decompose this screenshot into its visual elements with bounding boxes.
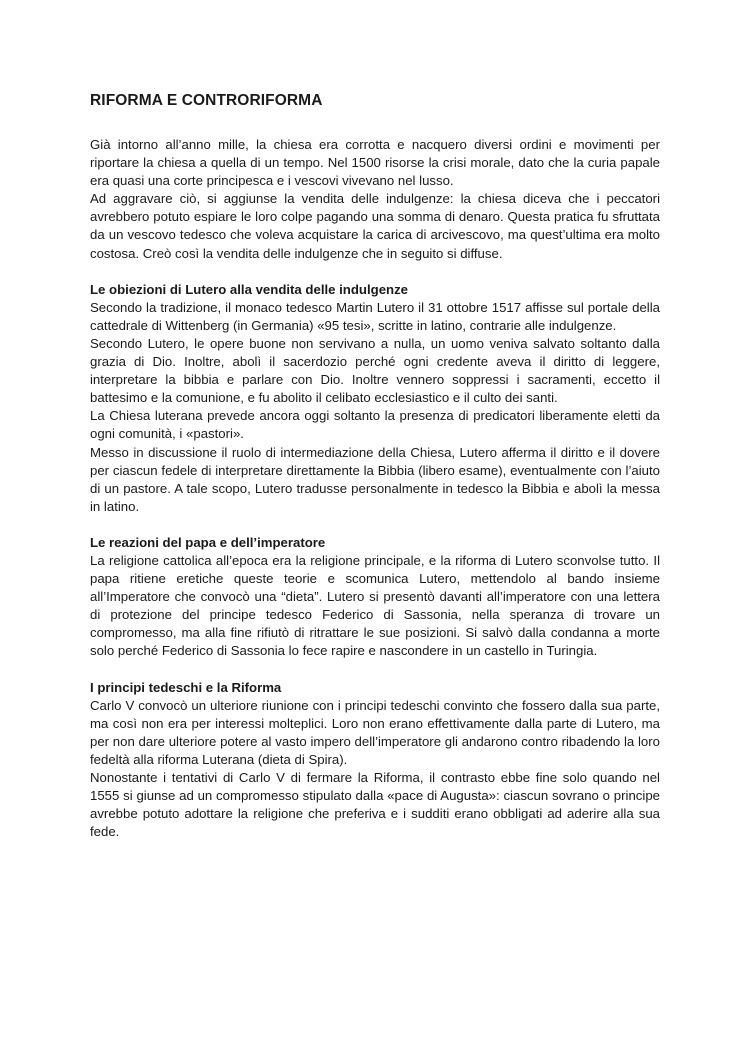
paragraph: Ad aggravare ciò, si aggiunse la vendita delle indulgenze: la chiesa diceva che i peccatori avrebbero potuto espiare le loro colpe pagando una somma di denaro. Questa pratica fu sfruttata da un vescovo tedesco che voleva acquistare la carica di arcivescovo, ma quest’ultima era molto costosa. Creò così la vendita delle indulgenze che in seguito si diffuse. xyxy=(90,191,660,261)
paragraph: Nonostante i tentativi di Carlo V di fermare la Riforma, il contrasto ebbe fine solo quando nel 1555 si giunse ad un compromesso stipulato dalla «pace di Augusta»: ciascun sovrano o principe avrebbe potuto adottare la religione che preferiva e i sudditi erano obbligati ad aderire alla sua fede. xyxy=(90,770,660,840)
intro-section xyxy=(90,136,660,263)
section-reazioni-papa xyxy=(90,534,660,661)
paragraph: Messo in discussione il ruolo di intermediazione della Chiesa, Lutero afferma il diritto e il dovere per ciascun fedele di interpretare direttamente la Bibbia (libero esame), eventualmente con l’aiuto di un pastore. A tale scopo, Lutero tradusse personalmente in tedesco la Bibbia e abolì la messa in latino. xyxy=(90,444,660,514)
paragraph: Carlo V convocò un ulteriore riunione con i principi tedeschi convinto che fossero dalla sua parte, ma così non era per interessi molteplici. Loro non erano effettivamente dalla parte di Lutero, ma per non dare ulteriore potere al vasto impero dell’imperatore gli andarono contro ribadendo la loro fedeltà alla riforma Luterana (dieta di Spira). xyxy=(90,697,660,767)
section-obiezioni-lutero xyxy=(90,281,660,516)
paragraph: Secondo Lutero, le opere buone non servivano a nulla, un uomo veniva salvato soltanto dalla grazia di Dio. Inoltre, abolì il sacerdozio perché ogni credente aveva il diritto di leggere, interpretare la bibbia e parlare con Dio. Inoltre vennero soppressi i sacramenti, eccetto il battesimo e la comunione, e fu abolito il celibato ecclesiastico e il culto dei santi. xyxy=(90,335,660,406)
section-heading: Le obiezioni di Lutero alla vendita delle indulgenze xyxy=(90,281,409,297)
paragraph: La religione cattolica all’epoca era la religione principale, e la riforma di Lutero sconvolse tutto. Il papa ritiene eretiche queste teorie e scomunica Lutero, mettendolo al bando insieme all’Imperatore che convocò una “dieta”. Lutero si presentò davanti all’imperatore con una lettera di protezione del principe tedesco Federico di Sassonia, nella speranza di trovare un compromesso, ma alla fine rifiutò di ritrattare le sue posizioni. Si salvò dalla condanna a morte solo perché Federico di Sassonia lo fece rapire e nascondere in un castello in Turingia. xyxy=(90,552,660,659)
section-heading: Le reazioni del papa e dell’imperatore xyxy=(90,534,326,550)
document-title: RIFORMA E CONTRORIFORMA xyxy=(90,92,323,109)
paragraph: Già intorno all’anno mille, la chiesa era corrotta e nacquero diversi ordini e movimenti per riportare la chiesa a quella di un tempo. Nel 1500 risorse la crisi morale, dato che la curia papale era quasi una corte principesca e i vescovi vivevano nel lusso. xyxy=(90,137,660,189)
paragraph: La Chiesa luterana prevede ancora oggi soltanto la presenza di predicatori liberamente eletti da ogni comunità, i «pastori». xyxy=(90,408,660,442)
section-heading: I principi tedeschi e la Riforma xyxy=(90,679,282,695)
paragraph: Secondo la tradizione, il monaco tedesco Martin Lutero il 31 ottobre 1517 affisse sul portale della cattedrale di Wittenberg (in Germania) «95 tesi», scritte in latino, contrarie alle indulgenze. xyxy=(90,299,660,333)
section-principi-tedeschi xyxy=(90,679,660,842)
